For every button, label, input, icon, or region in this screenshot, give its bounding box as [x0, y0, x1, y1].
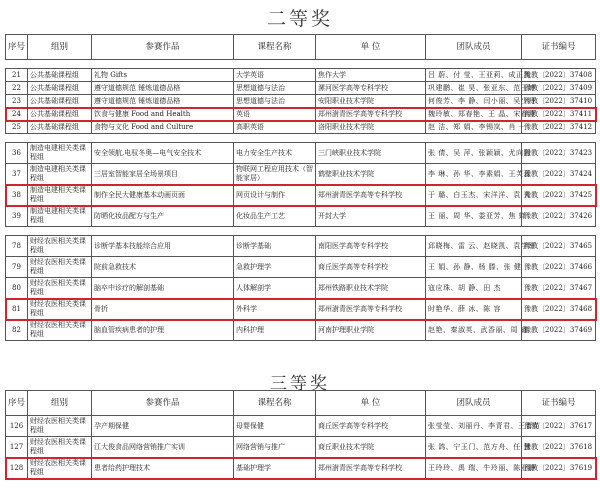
table-gap [6, 60, 596, 69]
cell-cert: 豫教〔2022〕37408 [522, 69, 596, 82]
cell-group: 财经农医相关类课程组 [28, 236, 92, 257]
cell-unit: 安阳职业技术学院 [316, 95, 426, 108]
cell-unit: 焦作大学 [316, 69, 426, 82]
cell-cert: 豫教〔2022〕37412 [522, 121, 596, 134]
column-header-course: 课程名称 [234, 35, 316, 60]
gap-cell [6, 134, 596, 143]
table-gap [6, 134, 596, 143]
cell-cert: 豫教〔2022〕37426 [522, 206, 596, 227]
cell-work: 食物与文化 Food and Culture [92, 121, 234, 134]
cell-no: 128 [6, 458, 28, 479]
column-header-no: 序号 [6, 391, 28, 416]
cell-no: 79 [6, 257, 28, 278]
cell-course: 英语 [234, 108, 316, 121]
cell-work: 三居室智能家居全场景项目 [92, 164, 234, 185]
cell-members: 吕 蔚、付 莹、王亚莉、成正凯 [426, 69, 522, 82]
table-gap [6, 227, 596, 236]
cell-work: 制作全民大健康基本动画页面 [92, 185, 234, 206]
cell-members: 时艳华、薛 冰、陈 容 [426, 299, 522, 320]
cell-work: 防晒化妆品配方与生产 [92, 206, 234, 227]
cell-work: 患者给药护理技术 [92, 458, 234, 479]
cell-work: 江大俊食品网络营销推广实训 [92, 437, 234, 458]
cell-course: 化妆品生产工艺 [234, 206, 316, 227]
cell-no: 78 [6, 236, 28, 257]
table-header-row [6, 35, 596, 60]
cell-cert: 豫教〔2022〕37409 [522, 82, 596, 95]
column-header-unit: 单 位 [316, 391, 426, 416]
cell-no: 80 [6, 278, 28, 299]
cell-members: 李 琳、孙 华、李素娟、王芙蕊 [426, 164, 522, 185]
cell-cert: 豫教〔2022〕37469 [522, 320, 596, 341]
cell-members: 张 鸽、宁玉门、范方舟、任 慧 [426, 437, 522, 458]
cell-members: 何俊芳、李 静、闫小丽、吴少丹 [426, 95, 522, 108]
cell-work: 遵守道德规范 锤炼道德品格 [92, 82, 234, 95]
column-header-work: 参赛作品 [92, 35, 234, 60]
cell-members: 巩建鹏、崔 昊、张亚东、范玉婷 [426, 82, 522, 95]
cell-no: 25 [6, 121, 28, 134]
table-row [6, 416, 596, 437]
table-row [6, 69, 596, 82]
cell-group: 财经农医相关类课程组 [28, 458, 92, 479]
column-header-cert: 证书编号 [522, 391, 596, 416]
table-row [6, 257, 596, 278]
table-row [6, 95, 596, 108]
cell-unit: 开封大学 [316, 206, 426, 227]
cell-unit: 郑州澍青医学高等专科学校 [316, 185, 426, 206]
cell-cert: 豫教〔2022〕37619 [522, 458, 596, 479]
cell-group: 制造电建相关类课程组 [28, 143, 92, 164]
cell-no: 127 [6, 437, 28, 458]
cell-group: 公共基础课程组 [28, 121, 92, 134]
cell-group: 财经农医相关类课程组 [28, 320, 92, 341]
cell-members: 王 娟、孙 静、杨 滕、张 健 [426, 257, 522, 278]
cell-no: 22 [6, 82, 28, 95]
second-prize-title: 二等奖 [266, 8, 333, 30]
gap-cell [6, 227, 596, 236]
cell-no: 23 [6, 95, 28, 108]
cell-work: 脑卒中诊疗的解剖基础 [92, 278, 234, 299]
cell-no: 21 [6, 69, 28, 82]
cell-group: 公共基础课程组 [28, 69, 92, 82]
cell-no: 126 [6, 416, 28, 437]
cell-work: 饮食与健康 Food and Health [92, 108, 234, 121]
column-header-group: 组别 [28, 391, 92, 416]
cell-unit: 鹤壁职业技术学院 [316, 164, 426, 185]
cell-no: 82 [6, 320, 28, 341]
cell-course: 大学英语 [234, 69, 316, 82]
cell-work: 礼物 Gifts [92, 69, 234, 82]
cell-course: 基础护理学 [234, 458, 316, 479]
column-header-unit: 单 位 [316, 35, 426, 60]
cell-unit: 洛阳职业技术学院 [316, 121, 426, 134]
table-row [6, 458, 596, 479]
cell-course: 物联网工程应用技术（智能家居） [234, 164, 316, 185]
third-prize-table [5, 390, 596, 479]
cell-cert: 豫教〔2022〕37425 [522, 185, 596, 206]
cell-work: 院前急救技术 [92, 257, 234, 278]
cell-course: 人体解剖学 [234, 278, 316, 299]
cell-work: 脑血管疾病患者的护理 [92, 320, 234, 341]
column-header-no: 序号 [6, 35, 28, 60]
cell-group: 公共基础课程组 [28, 95, 92, 108]
cell-members: 寇应珠、胡 静、田 杰 [426, 278, 522, 299]
table-row [6, 437, 596, 458]
table-row [6, 206, 596, 227]
gap-cell [6, 60, 596, 69]
cell-group: 财经农医相关类课程组 [28, 437, 92, 458]
cell-group: 制造电建相关类课程组 [28, 164, 92, 185]
cell-cert: 豫教〔2022〕37467 [522, 278, 596, 299]
third-prize-title: 三等奖 [270, 374, 330, 394]
table-row [6, 121, 596, 134]
cell-unit: 郑州澍青医学高等专科学校 [316, 108, 426, 121]
cell-course: 母婴保健 [234, 416, 316, 437]
cell-cert: 豫教〔2022〕37465 [522, 236, 596, 257]
cell-course: 思想道德与法治 [234, 82, 316, 95]
cell-no: 24 [6, 108, 28, 121]
table-row [6, 143, 596, 164]
cell-group: 财经农医相关类课程组 [28, 257, 92, 278]
cell-members: 王 丽、周 华、娄亚芳、焦 婵 [426, 206, 522, 227]
cell-cert: 豫教〔2022〕37424 [522, 164, 596, 185]
cell-group: 财经农医相关类课程组 [28, 416, 92, 437]
cell-members: 张 倩、吴 萍、张颖颖、尤向阳 [426, 143, 522, 164]
cell-no: 36 [6, 143, 28, 164]
cell-members: 赵艳、秦淑英、武香丽、周 鑫 [426, 320, 522, 341]
cell-course: 外科学 [234, 299, 316, 320]
second-prize-table [5, 34, 596, 341]
cell-cert: 豫教〔2022〕37423 [522, 143, 596, 164]
cell-no: 81 [6, 299, 28, 320]
cell-members: 魏玲敏、郑春艳、王 晶、宋春燕 [426, 108, 522, 121]
cell-unit: 商丘医学高等专科学校 [316, 257, 426, 278]
cell-course: 网络营销与推广 [234, 437, 316, 458]
cell-cert: 豫教〔2022〕37466 [522, 257, 596, 278]
column-header-work: 参赛作品 [92, 391, 234, 416]
cell-unit: 河南护理职业学院 [316, 320, 426, 341]
cell-members: 张莹莹、刘丽丹、李青君、王晋苗 [426, 416, 522, 437]
column-header-group: 组别 [28, 35, 92, 60]
cell-no: 38 [6, 185, 28, 206]
cell-cert: 豫教〔2022〕37411 [522, 108, 596, 121]
cell-unit: 郑州铁路职业技术学院 [316, 278, 426, 299]
table-row [6, 278, 596, 299]
cell-unit: 商丘职业技术学院 [316, 437, 426, 458]
cell-members: 邱晓梅、雷 云、赵晓凯、袁学军 [426, 236, 522, 257]
column-header-members: 团队成员 [426, 391, 522, 416]
cell-course: 急救护理学 [234, 257, 316, 278]
table-row [6, 164, 596, 185]
cell-work: 孕产期保健 [92, 416, 234, 437]
cell-cert: 豫教〔2022〕37468 [522, 299, 596, 320]
cell-unit: 郑州澍青医学高等专科学校 [316, 299, 426, 320]
cell-group: 制造电建相关类课程组 [28, 185, 92, 206]
table-row [6, 185, 596, 206]
cell-group: 公共基础课程组 [28, 108, 92, 121]
table-row [6, 320, 596, 341]
cell-cert: 豫教〔2022〕37618 [522, 437, 596, 458]
cell-unit: 漯河医学高等专科学校 [316, 82, 426, 95]
table-row [6, 82, 596, 95]
cell-work: 骨折 [92, 299, 234, 320]
cell-members: 于 璐、白玉杰、宋洋洋、袁 夫 [426, 185, 522, 206]
cell-unit: 南阳医学高等专科学校 [316, 236, 426, 257]
cell-course: 诊断学基础 [234, 236, 316, 257]
cell-group: 财经农医相关类课程组 [28, 278, 92, 299]
cell-no: 37 [6, 164, 28, 185]
table-header-row [6, 391, 596, 416]
cell-cert: 豫教〔2022〕37617 [522, 416, 596, 437]
cell-course: 内科护理 [234, 320, 316, 341]
cell-unit: 商丘医学高等专科学校 [316, 416, 426, 437]
table-row [6, 108, 596, 121]
cell-unit: 郑州澍青医学高等专科学校 [316, 458, 426, 479]
column-header-members: 团队成员 [426, 35, 522, 60]
cell-course: 电力安全生产技术 [234, 143, 316, 164]
cell-group: 制造电建相关类课程组 [28, 206, 92, 227]
cell-group: 公共基础课程组 [28, 82, 92, 95]
cell-course: 高职英语 [234, 121, 316, 134]
column-header-cert: 证书编号 [522, 35, 596, 60]
cell-work: 遵守道德规范 锤炼道德品格 [92, 95, 234, 108]
cell-course: 网页设计与制作 [234, 185, 316, 206]
cell-members: 王玲玲、禹 瑞、牛玲丽、陈亚静 [426, 458, 522, 479]
cell-no: 39 [6, 206, 28, 227]
table-row [6, 236, 596, 257]
cell-work: 安全领航,电驭冬奥—电气安全技术 [92, 143, 234, 164]
cell-course: 思想道德与法治 [234, 95, 316, 108]
cell-work: 诊断学基本技能综合应用 [92, 236, 234, 257]
cell-group: 财经农医相关类课程组 [28, 299, 92, 320]
column-header-course: 课程名称 [234, 391, 316, 416]
cell-members: 赵 洁、郑 娟、李锡岚、肖 一 [426, 121, 522, 134]
cell-unit: 三门峡职业技术学院 [316, 143, 426, 164]
table-row [6, 299, 596, 320]
cell-cert: 豫教〔2022〕37410 [522, 95, 596, 108]
